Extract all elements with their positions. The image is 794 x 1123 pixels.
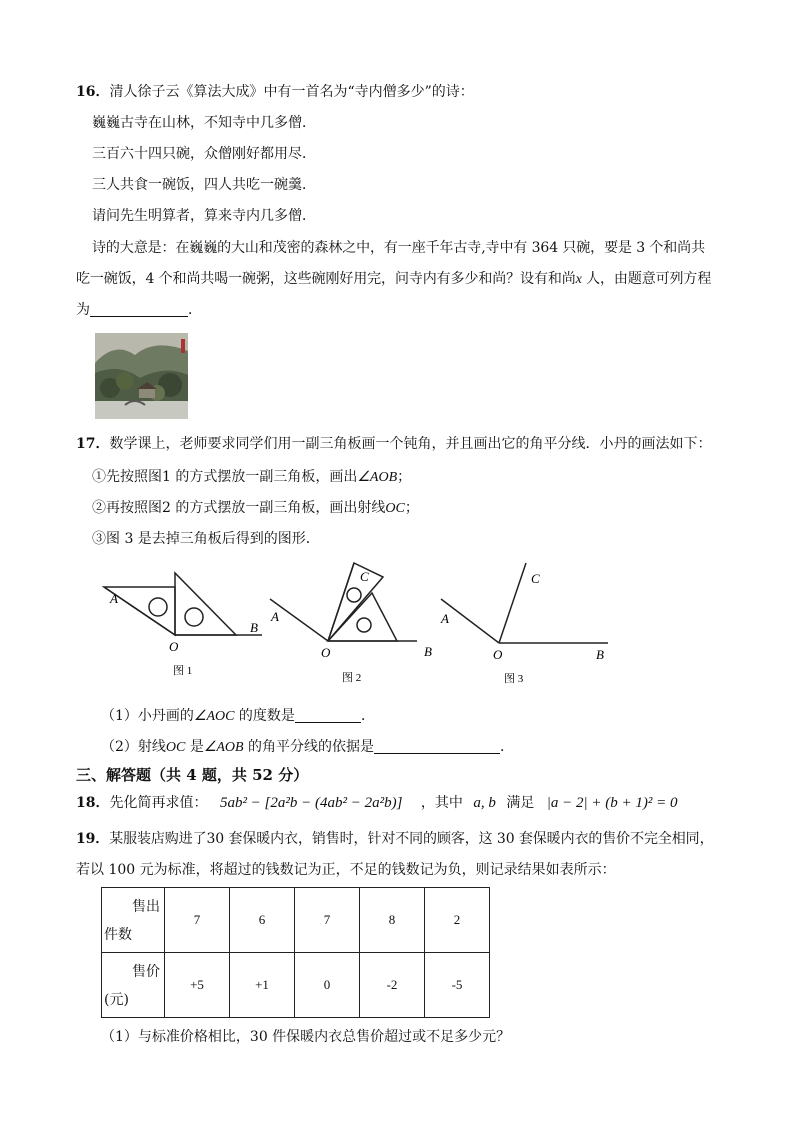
q18-line: 18．先化简再求值： 5ab² − [2a²b − (4ab² − 2a²b)] ，其中 a, b 满足 |a − 2| + (b + 1)² = 0: [76, 795, 678, 811]
table-header-cell: 售出 件数: [102, 888, 165, 953]
q16-meaning-line-1: 诗的大意是：在巍巍的大山和茂密的森林之中，有一座千年古寺,寺中有 364 只碗，要是 3 个和尚共: [92, 240, 705, 256]
q18-vars: a, b: [473, 795, 496, 811]
q19-number: 19．: [76, 831, 110, 847]
q16-meaning-line-2: 吃一碗饭，4 个和尚共喝一碗粥，这些碗刚好用完，问寺内有多少和尚？设有和尚x 人，由题意可列方程: [76, 271, 712, 287]
landscape-painting-image: [95, 333, 188, 419]
table-cell: +1: [230, 953, 295, 1018]
table-row: [102, 953, 490, 1018]
figure-3: [441, 563, 608, 643]
table-cell: 6: [230, 888, 295, 953]
q16-poem-line-4: 请问先生明算者，算来寺内几多僧．: [92, 208, 316, 224]
q16-answer-blank[interactable]: [90, 302, 188, 317]
table-cell: 2: [425, 888, 490, 953]
q16-intro: 清人徐子云《算法大成》中有一首名为“寺内僧多少”的诗：: [109, 84, 474, 100]
fig1-label-o: O: [169, 639, 179, 654]
table-cell: 7: [165, 888, 230, 953]
q16-heading: [76, 82, 474, 102]
fig2-label-b: B: [424, 644, 432, 659]
table-cell: 8: [360, 888, 425, 953]
q16-poem-line-1: 巍巍古寺在山林，不知寺中几多僧．: [92, 115, 316, 131]
table-cell: 7: [295, 888, 360, 953]
q16-number: 16．: [76, 84, 110, 100]
q16-poem-line-3: 三人共食一碗饭，四人共吃一碗羹．: [92, 177, 316, 193]
fig2-label-a: A: [271, 609, 279, 624]
q17-figures: [0, 555, 794, 695]
table-cell: -5: [425, 953, 490, 1018]
q17-sub-2: （2）射线OC 是∠AOB 的角平分线的依据是 ．: [101, 739, 515, 755]
fig3-caption: 图 3: [504, 673, 524, 685]
table-cell: +5: [165, 953, 230, 1018]
fig3-label-o: O: [493, 647, 503, 662]
q17-heading: [76, 434, 711, 454]
table-header-cell: 售价 (元): [102, 953, 165, 1018]
q19-record-table: [101, 887, 490, 1018]
q17-sub1-answer-blank[interactable]: [295, 708, 361, 723]
q19-sub-1: （1）与标准价格相比，30 件保暖内衣总售价超过或不足多少元？: [101, 1029, 511, 1045]
q19-line-2: 若以 100 元为标准，将超过的钱数记为正，不足的钱数记为负，则记录结果如表所示：: [76, 862, 616, 878]
table-row: [102, 888, 490, 953]
variable-x: x: [575, 272, 582, 287]
table-cell: -2: [360, 953, 425, 1018]
q17-step-2: ②再按照图2 的方式摆放一副三角板，画出射线OC；: [92, 500, 419, 516]
fig1-caption: 图 1: [173, 665, 193, 677]
fig3-label-c: C: [531, 571, 540, 586]
section-3-title: 三、解答题（共 4 题，共 52 分）: [76, 766, 309, 784]
fig1-label-a: A: [110, 591, 118, 606]
q17-intro: 数学课上，老师要求同学们用一副三角板画一个钝角，并且画出它的角平分线．小丹的画法如下：: [109, 436, 712, 452]
table-cell: 0: [295, 953, 360, 1018]
fig2-label-o: O: [321, 645, 331, 660]
q17-number: 17．: [76, 436, 110, 452]
fig2-caption: 图 2: [342, 672, 362, 684]
fig1-label-b: B: [250, 620, 258, 635]
q16-poem-line-2: 三百六十四只碗，众僧刚好都用尽．: [92, 146, 316, 162]
q18-condition: |a − 2| + (b + 1)² = 0: [546, 795, 678, 811]
q17-step-1: ①先按照图1 的方式摆放一副三角板，画出∠AOB；: [92, 469, 412, 485]
figure-1: [104, 573, 262, 635]
q19-line-1: 19．某服装店购进了30 套保暖内衣，销售时，针对不同的顾客，这 30 套保暖内衣的售价不完全相同，: [76, 831, 714, 847]
q18-expression: 5ab² − [2a²b − (4ab² − 2a²b)]: [219, 795, 403, 811]
q17-sub-1: （1）小丹画的∠AOC 的度数是 ．: [101, 708, 375, 724]
q17-step-3: ③图 3 是去掉三角板后得到的图形．: [92, 531, 320, 547]
fig3-label-b: B: [596, 647, 604, 662]
q17-sub2-answer-blank[interactable]: [374, 739, 500, 754]
q16-meaning-line-3: 为 ．: [76, 302, 202, 318]
fig3-label-a: A: [441, 611, 449, 626]
fig2-label-c: C: [360, 569, 369, 584]
q18-number: 18．: [76, 795, 110, 811]
figure-2: [270, 563, 417, 641]
